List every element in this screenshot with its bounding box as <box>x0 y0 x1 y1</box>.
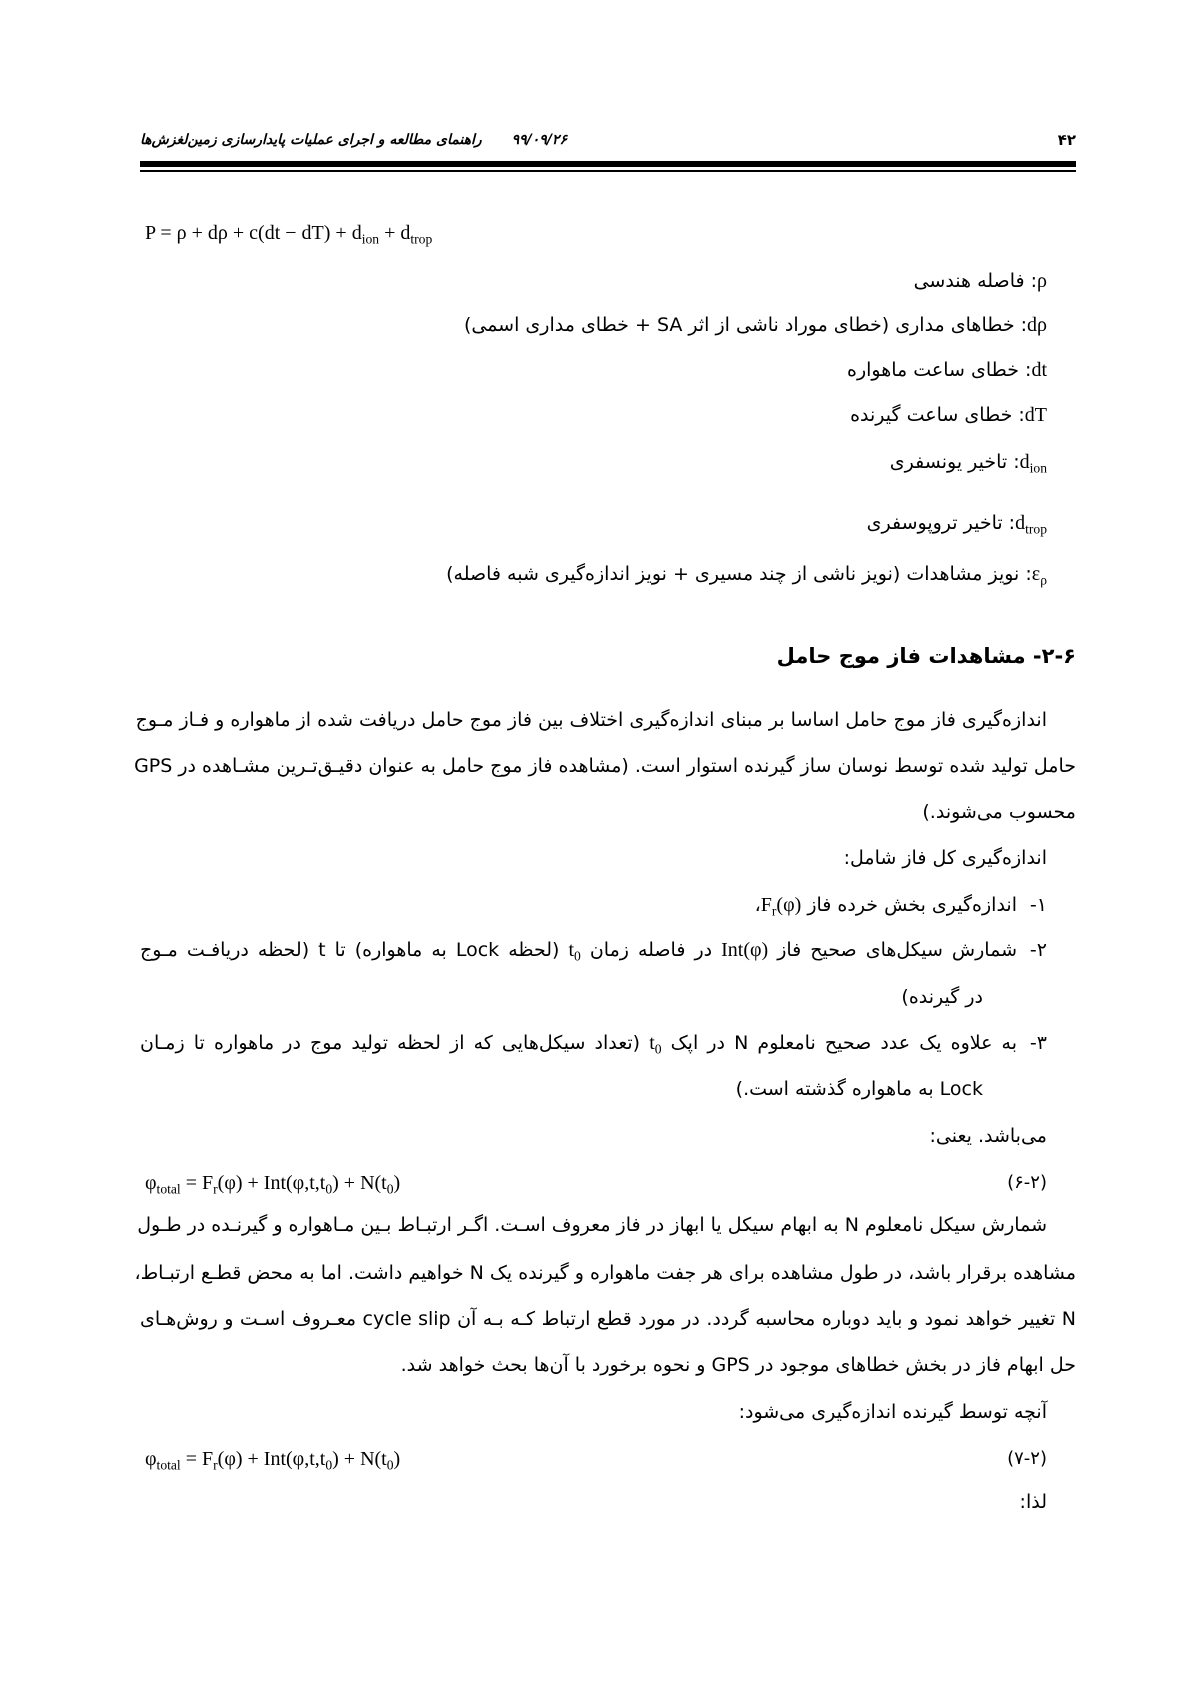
page-number: ۴۲ <box>1057 131 1076 149</box>
math-subscript: total <box>156 1181 181 1197</box>
math-base: F <box>760 894 772 916</box>
definition-symbol-subscript: trop <box>1025 521 1047 537</box>
total-phase-label: اندازه‌گیری کل فاز شامل: <box>843 847 1047 869</box>
math-argument: (φ) <box>776 894 802 916</box>
definition-symbol: ρ <box>1037 270 1047 292</box>
definition-symbol-subscript: ion <box>1029 460 1047 476</box>
integer-cycles-symbol: Int(φ) <box>721 939 769 961</box>
math-part: (φ) + Int(φ,t,t <box>217 1448 326 1470</box>
definition-d-ion <box>890 439 1047 485</box>
list-item-continuation: در گیرنده) <box>901 986 983 1008</box>
equation-plus-term: + d <box>379 222 411 244</box>
equation-number: (۷-۲) <box>1007 1448 1047 1469</box>
epoch-symbol <box>568 939 581 964</box>
paragraph-line: حامل تولید شده توسط نوسان ساز گیرنده استوار است. (مشاهده فاز موج حامل به عنوان دقیـق‌تـرین مشـاهده در GPS <box>134 755 1076 777</box>
therefore-text: لذا: <box>1019 1491 1047 1513</box>
paragraph-line: N تغییر خواهد نمود و باید دوباره محاسبه گردد. در مورد قطع ارتباط کـه بـه آن cycle slip معـروف اسـت و روش‌هـای <box>140 1308 1076 1330</box>
definition-symbol: dT <box>1024 404 1047 426</box>
header-title: راهنمای مطالعه و اجرای عملیات پایدارسازی زمین‌لغزش‌ها <box>140 132 482 148</box>
total-phase-equation <box>145 1436 400 1482</box>
math-part: ) + N(t <box>332 1172 387 1194</box>
definition-symbol: dρ <box>1027 314 1047 336</box>
definition-text: : خطای ساعت ماهواره <box>847 359 1032 381</box>
math-part: = F <box>180 1448 214 1470</box>
math-part: ) + N(t <box>332 1448 387 1470</box>
list-item <box>140 1020 1017 1066</box>
list-item-marker: ۳- <box>1029 1032 1047 1054</box>
header-date: ۹۹/۰۹/۲۶ <box>511 132 567 148</box>
list-item <box>755 882 1017 928</box>
math-base: t <box>568 939 575 961</box>
math-subscript: total <box>156 1457 181 1473</box>
list-item-text: (لحظه Lock به ماهواره) تا t (لحظه دریافـت مـوج <box>140 939 569 961</box>
definition-text: : خطاهای مداری (خطای موراد ناشی از اثر SA + خطای مداری اسمی) <box>463 314 1028 336</box>
equation-subscript-trop: trop <box>410 231 433 247</box>
definition-epsilon-rho <box>446 551 1047 597</box>
equation-subscript-ion: ion <box>361 231 380 247</box>
epoch-symbol <box>649 1032 662 1057</box>
definition-text: : نویز مشاهدات (نویز ناشی از چند مسیری + نویز اندازه‌گیری شبه فاصله) <box>446 563 1032 585</box>
that-is-text: می‌باشد. یعنی: <box>929 1125 1047 1147</box>
math-subscript: r <box>213 1181 218 1197</box>
total-phase-equation <box>145 1160 400 1206</box>
receiver-measures-text: آنچه توسط گیرنده اندازه‌گیری می‌شود: <box>738 1401 1047 1423</box>
pseudorange-equation <box>145 210 432 256</box>
definition-text: : تاخیر تروپوسفری <box>866 512 1016 534</box>
list-item-text: (تعداد سیکل‌هایی که از لحظه تولید موج در ماهواره تا زمـان <box>140 1032 650 1054</box>
math-base: φ <box>145 1172 157 1194</box>
math-part: ) <box>393 1448 401 1470</box>
math-subscript: 0 <box>325 1181 333 1197</box>
list-item-text: به علاوه یک عدد صحیح نامعلوم N در اپک <box>661 1032 1018 1054</box>
math-subscript: 0 <box>325 1457 333 1473</box>
definition-symbol-base: d <box>1019 451 1030 473</box>
header-rule-thin <box>140 170 1076 172</box>
paragraph-line: اندازه‌گیری فاز موج حامل اساسا بر مبنای اندازه‌گیری اختلاف بین فاز موج حامل دریافت شده از ماهواره و فـاز مـوج <box>135 709 1047 731</box>
math-base: φ <box>145 1448 157 1470</box>
running-header <box>140 124 567 156</box>
equation-main: P = ρ + dρ + c(dt − dT) + d <box>145 222 362 244</box>
definition-d-trop <box>867 500 1047 546</box>
math-part: (φ) + Int(φ,t,t <box>217 1172 326 1194</box>
math-subscript: 0 <box>386 1457 394 1473</box>
definition-rho <box>914 258 1047 304</box>
definition-symbol <box>1019 451 1047 476</box>
definition-symbol <box>1031 563 1047 588</box>
list-item-marker: ۱- <box>1029 894 1047 916</box>
math-subscript: r <box>771 903 777 919</box>
definition-symbol: dt <box>1031 359 1047 381</box>
math-subscript: 0 <box>574 948 581 964</box>
paragraph-line: حل ابهام فاز در بخش خطاهای موجود در GPS و نحوه برخورد با آن‌ها بحث خواهد شد. <box>400 1354 1076 1376</box>
math-base: t <box>649 1032 655 1054</box>
definition-symbol-base: d <box>1015 512 1026 534</box>
list-item-text: ، <box>754 894 761 916</box>
definition-dt <box>847 347 1047 393</box>
definition-d-rho <box>464 302 1047 348</box>
header-rule-thick <box>140 161 1076 167</box>
list-item <box>140 927 1017 973</box>
list-item-text: اندازه‌گیری بخش خرده فاز <box>801 894 1017 916</box>
definition-text: : تاخیر یونسفری <box>889 451 1020 473</box>
definition-text: : خطای ساعت گیرنده <box>850 404 1025 426</box>
paragraph-line: محسوب می‌شوند.) <box>922 801 1076 823</box>
list-item-text: در فاصله زمان <box>580 939 722 961</box>
equation-number: (۶-۲) <box>1007 1172 1047 1193</box>
definition-symbol-subscript: ρ <box>1040 572 1047 588</box>
definition-symbol-base: ε <box>1031 563 1041 585</box>
definition-text: : فاصله هندسی <box>913 270 1038 292</box>
definition-dT <box>850 392 1047 438</box>
definition-symbol <box>1015 512 1047 537</box>
math-part: ) <box>393 1172 401 1194</box>
fractional-phase-symbol <box>760 894 802 919</box>
paragraph-line: شمارش سیکل نامعلوم N به ابهام سیکل یا ابهاز در فاز معروف اسـت. اگـر ارتبـاط بـین مـاهواره و گیرنـده در طـول <box>137 1214 1047 1236</box>
math-subscript: r <box>213 1457 218 1473</box>
list-item-continuation: Lock به ماهواره گذشته است.) <box>735 1078 983 1100</box>
list-item-marker: ۲- <box>1029 939 1047 961</box>
list-item-text: شمارش سیکل‌های صحیح فاز <box>768 939 1017 961</box>
paragraph-line: مشاهده برقرار باشد، در طول مشاهده برای هر جفت ماهواره و گیرنده یک N خواهیم داشت. اما به محض قطـع ارتبـاط، <box>134 1262 1076 1284</box>
math-subscript: 0 <box>386 1181 394 1197</box>
math-subscript: 0 <box>654 1041 662 1057</box>
math-part: = F <box>180 1172 214 1194</box>
section-heading: ۲-۶- مشاهدات فاز موج حامل <box>776 644 1076 668</box>
